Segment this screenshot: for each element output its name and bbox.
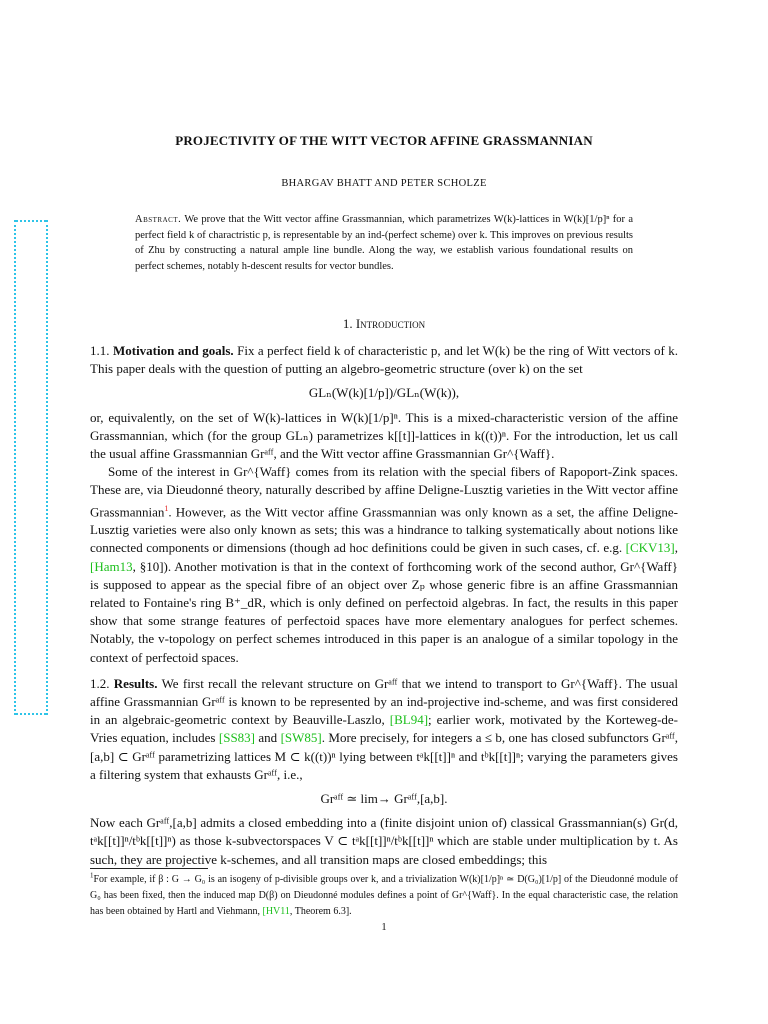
footnote-text: For example, if β : G → G₀ is an isogeny of p-divisible groups over k, and a trivialization W(k)[1/p]ⁿ ≃ D(G₀)[1/p] of the Dieudonné module of G₀ has been fixed, then the induced map D(β) on Dieudonné modules defines a point of Gr^{Waff}. In the equal characteristic case, the relation has been obtained by Hartl and Viehmann, <box>90 874 678 917</box>
paragraph-text: . However, as the Witt vector affine Grassmannian was only known as a set, the affine Deligne-Lusztig varieties were also only known as sets; this was a hindrance to talking systematically about notions like connected components or dimensions (though ad hoc definitions could be given in such cases, cf. e.g. <box>90 503 678 556</box>
paragraph <box>90 675 678 784</box>
abstract-text: We prove that the Witt vector affine Grassmannian, which parametrizes W(k)-lattices in W(k)[1/p]ⁿ for a perfect field k of charactristic p, is representable by an ind-(perfect scheme) over k. This improves on previous results of Zhu by constructing a natural ample line bundle. Along the way, we establish various foundational results on perfect schemes, notably h-descent results for vector bundles. <box>135 214 633 272</box>
paragraph-text: Some of the interest in Gr^{Waff} comes from its relation with the special fibers of Rapoport-Zink spaces. These are, via Dieudonné theory, naturally described by affine Deligne-Lusztig varieties in the Witt vector affine Grassmannian <box>90 464 678 519</box>
display-equation: Grᵃᶠᶠ ≃ lim→ Grᵃᶠᶠ,[a,b]. <box>320 791 448 806</box>
body-text <box>90 342 678 869</box>
subsection-number: 1.1. <box>90 343 110 358</box>
paragraph-text: , §10]). Another motivation is that in the context of forthcoming work of the second author, Gr^{Waff} is supposed to appear as the special fibre of an object over Zₚ whose generic fibre is an affine Grassmannian related to Fontaine's ring B⁺_dR, which is only defined on perfectoid algebras. In fact, the results in this paper show that some strange features of perfectoid spaces have more elementary analogues for perfect schemes. Notably, the v-topology on perfect schemes introduced in this paper is an analogue of a similar topology in the context of perfectoid spaces. <box>90 558 678 665</box>
paragraph-text: Fix a perfect field k of characteristic p, and let W(k) be the ring of Witt vectors of k. This paper deals with the question of putting an algebro-geometric structure (over k) on the set <box>90 343 679 377</box>
page-number: 1 <box>381 922 387 933</box>
footnote-divider <box>90 868 208 869</box>
paragraph: Some of the interest in Gr^{Waff} comes from its relation with the special fibers of Rapoport-Zink spaces. These are, via Dieudonné theory, naturally described by affine Deligne-Lusztig varieties in the Witt vector affine Grassmannian$^1$. However, as the Witt vector affine Grassmannian was only known as a set, the affine Deligne-Lusztig varieties were also only known as sets; this was a hindrance to talking systematically about notions like connected components or dimensions (though ad hoc definitions could be given in such cases, cf. e.g. [CKV13], [Ham13, §10]). Another motivation is that in the context of forthcoming work of the second author, Gr^{Waff} is supposed to appear as the special fibre of an object over Zₚ whose generic fibre is an affine Grassmannian related to Fontaine's ring B⁺_dR, which is only defined on perfectoid algebras. In fact, the results in this paper show that some strange features of perfectoid spaces have more elementary analogues for perfect schemes. Notably, the v-topology on perfect schemes introduced in this paper is an analogue of a similar topology in the context of perfectoid spaces. <box>90 464 678 665</box>
paragraph: Now each Grᵃᶠᶠ,[a,b] admits a closed embedding into a (finite disjoint union of) classical Grassmannian(s) Gr(d, tᵃk[[t]]ⁿ/tᵇk[[t]]ⁿ) as those k-subvectorspaces V ⊂ tᵃk[[t]]ⁿ/tᵇk[[t]]ⁿ which are stable under multiplication by t. As such, they are projective k-schemes, and all transition maps are closed embeddings; this <box>90 815 678 867</box>
citation-link[interactable]: [Ham13 <box>90 558 133 574</box>
footnote <box>90 872 678 920</box>
section-number: 1. <box>342 316 353 331</box>
paragraph-text: . More precisely, for integers a ≤ b, one has closed subfunctors Grᵃᶠᶠ,[a,b] ⊂ Grᵃᶠᶠ parametrizing lattices M ⊂ k((t))ⁿ lying between tᵃk[[t]]ⁿ and tᵇk[[t]]ⁿ; varying the parameters gives a filtering system that exhausts Grᵃᶠᶠ, i.e., <box>90 730 679 782</box>
section-title: Introduction <box>355 316 426 331</box>
citation-link[interactable]: [SS83] <box>218 730 256 746</box>
paragraph <box>90 342 678 378</box>
footnote-text: , Theorem 6.3]. <box>289 906 352 917</box>
section-heading <box>90 316 678 332</box>
subsection-title: Results. <box>113 675 158 691</box>
paragraph: or, equivalently, on the set of W(k)-lattices in W(k)[1/p]ⁿ. This is a mixed-characteristic version of the affine Grassmannian, which (for the group GLₙ) parametrizes k[[t]]-lattices in k((t))ⁿ. For the introduction, let us call the usual affine Grassmannian Grᵃᶠᶠ, and the Witt vector affine Grassmannian Gr^{Waff}. <box>90 409 678 462</box>
conjunction-text: and <box>258 730 278 746</box>
footnote-ref-link[interactable]: 1 <box>164 503 169 513</box>
paragraph-text: ; earlier work, motivated by the Korteweg-de-Vries equation, includes <box>90 712 678 746</box>
subsection-title: Motivation and goals. <box>112 343 234 358</box>
citation-link[interactable]: [BL94] <box>389 712 429 728</box>
margin-annotation-box <box>14 220 48 715</box>
paragraph-text: We first recall the relevant structure on Grᵃᶠᶠ that we intend to transport to Gr^{Waff}. The usual affine Grassmannian Grᵃᶠᶠ is known to be represented by an ind-projective ind-scheme, and was first considered in an algebraic-geometric context by Beauville-Laszlo, <box>90 675 678 728</box>
citation-link[interactable]: [CKV13] <box>625 540 675 556</box>
paper-authors: BHARGAV BHATT AND PETER SCHOLZE <box>281 178 487 189</box>
citation-link[interactable]: [HV11 <box>262 906 290 917</box>
display-equation: GLₙ(W(k)[1/p])/GLₙ(W(k)), <box>308 385 460 401</box>
abstract <box>135 212 633 274</box>
subsection-number: 1.2. <box>90 675 110 691</box>
abstract-label: Abstract. <box>135 214 182 225</box>
footnote-number: 1 <box>90 871 94 880</box>
citation-link[interactable]: [SW85] <box>280 730 322 746</box>
paper-title: PROJECTIVITY OF THE WITT VECTOR AFFINE GRASSMANNIAN <box>175 133 593 148</box>
